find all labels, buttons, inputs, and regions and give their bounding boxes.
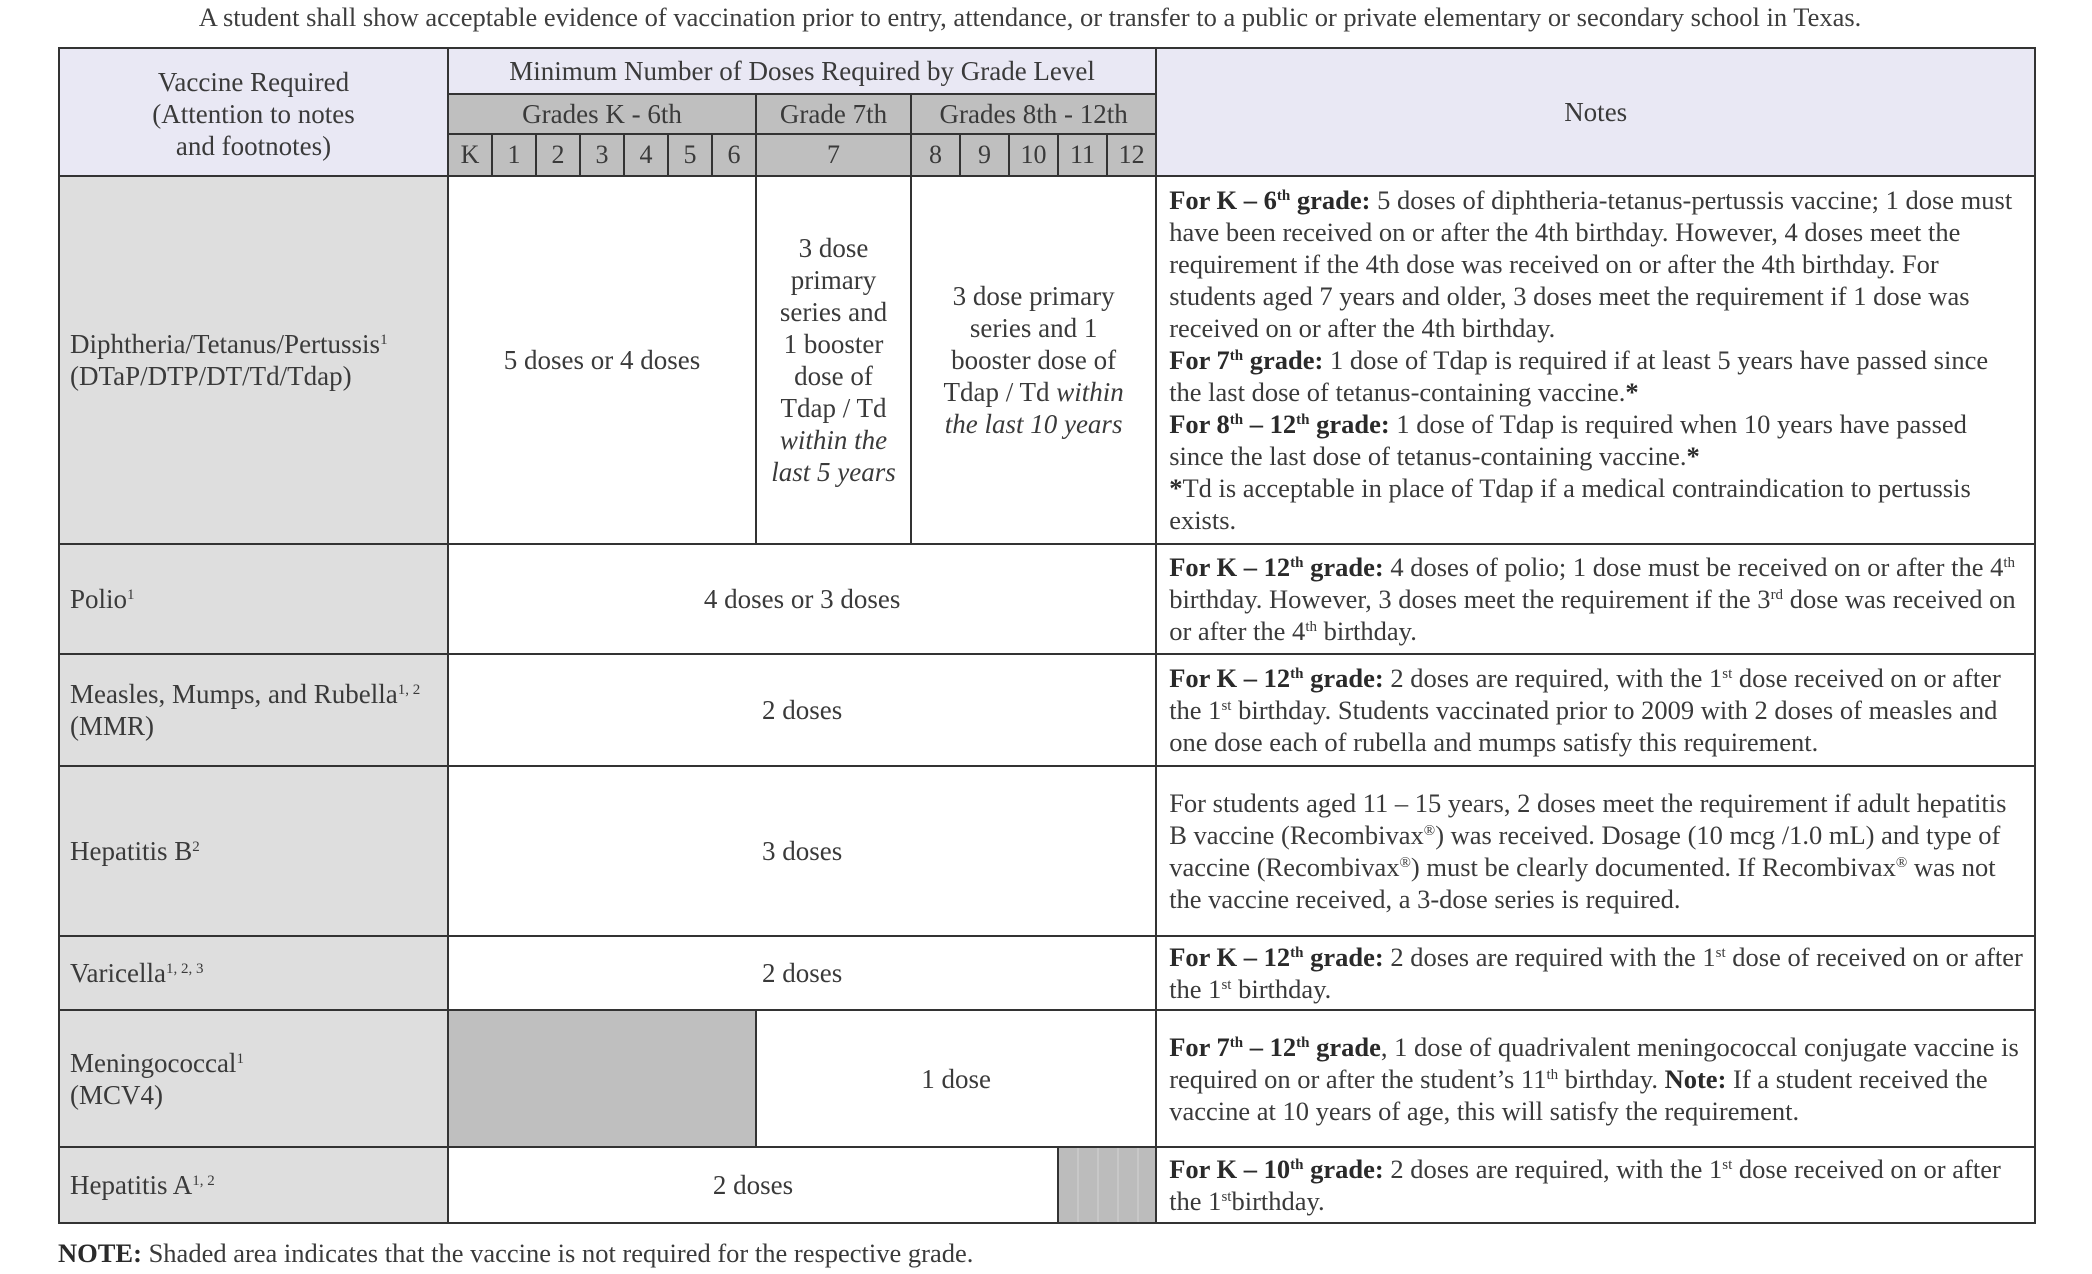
header-grade-7: Grade 7th (756, 94, 911, 134)
footnote-note: NOTE: Shaded area indicates that the vaccine is not required for the respective grade. (58, 1238, 974, 1268)
table-row (59, 1147, 2035, 1223)
doses-varicella: 2 doses (448, 936, 1156, 1010)
header-grades-8-12: Grades 8th - 12th (911, 94, 1156, 134)
header-grades-k-6: Grades K - 6th (448, 94, 756, 134)
header-min-doses: Minimum Number of Doses Required by Grade Level (448, 48, 1156, 94)
notes-varicella: For K – 12th grade: 2 doses are required with the 1st dose of received on or after the 1st birthday. (1156, 936, 2035, 1010)
vaccine-name-polio: Polio$^1$ (59, 544, 448, 654)
notes-hepb: For students aged 11 – 15 years, 2 doses meet the requirement if adult hepatitis B vaccine (Recombivax®) was received. Dosage (10 mcg /1.0 mL) and type of vaccine (Recombivax®) must be clearly documented. If Recombivax® was not the vaccine received, a 3-dose series is required. (1156, 766, 2035, 936)
vaccine-name-varicella: Varicella$^{1, 2, 3}$ (59, 936, 448, 1010)
intro-text: A student shall show acceptable evidence of vaccination prior to entry, attendance, or transfer to a public or private elementary or secondary school in Texas. (198, 2, 1862, 32)
grade-6: 6 (712, 134, 756, 176)
grade-2: 2 (536, 134, 580, 176)
header-notes: Notes (1156, 48, 2035, 176)
notes-dtp: For K – 6th grade: 5 doses of diphtheria-tetanus-pertussis vaccine; 1 dose must have been received on or after the 4th birthday. However, 4 doses meet the requirement if the 4th dose was received on or after the 4th birthday. For students aged 7 years and older, 3 doses meet the requirement if 1 dose was received on or after the 4th birthday. For 7th grade: 1 dose of Tdap is required if at least 5 years have passed since the last dose of tetanus-containing vaccine.* For 8th – 12th grade: 1 dose of Tdap is required when 10 years have passed since the last dose of tetanus-containing vaccine.* *Td is acceptable in place of Tdap if a medical contraindication to pertussis exists. (1156, 176, 2035, 544)
table-row (59, 1010, 2035, 1147)
header-vaccine-required: Vaccine Required (Attention to notes and footnotes) (59, 48, 448, 176)
doses-dtp-g7: 3 dose primary series and 1 booster dose of Tdap / Td within the last 5 years (756, 176, 911, 544)
table-row (59, 654, 2035, 766)
grade-9: 9 (960, 134, 1009, 176)
table-row (59, 936, 2035, 1010)
doses-mmr: 2 doses (448, 654, 1156, 766)
grade-5: 5 (668, 134, 712, 176)
notes-hepa: For K – 10th grade: 2 doses are required, with the 1st dose received on or after the 1stbirthday. (1156, 1147, 2035, 1223)
table-row (59, 544, 2035, 654)
doses-hepb: 3 doses (448, 766, 1156, 936)
table-row (59, 766, 2035, 936)
vaccine-name-hepb: Hepatitis $B^2$ (59, 766, 448, 936)
table-row (59, 176, 2035, 544)
grade-4: 4 (624, 134, 668, 176)
doses-meningococcal: 1 dose (756, 1010, 1156, 1147)
vaccine-name-dtp: Diphtheria/Tetanus/Pertussis$^1$ (DTaP/DTP/DT/Td/Tdap) (59, 176, 448, 544)
vaccine-name-hepa: Hepatitis A$^{1, 2}$ (59, 1147, 448, 1223)
grade-7: 7 (756, 134, 911, 176)
grade-k: K (448, 134, 492, 176)
notes-meningococcal: For 7th – 12th grade, 1 dose of quadrivalent meningococcal conjugate vaccine is required on or after the student’s 11th birthday. Note: If a student received the vaccine at 10 years of age, this will satisfy the requirement. (1156, 1010, 2035, 1147)
shaded-not-required (1058, 1147, 1156, 1223)
vaccine-name-meningococcal: Meningococcal$^1$ (MCV4) (59, 1010, 448, 1147)
grade-3: 3 (580, 134, 624, 176)
notes-polio: For K – 12th grade: 4 doses of polio; 1 dose must be received on or after the 4th birthday. However, 3 doses meet the requirement if the 3rd dose was received on or after the 4th birthday. (1156, 544, 2035, 654)
vaccine-requirements-table (58, 47, 2036, 1224)
vaccine-name-mmr: Measles, Mumps, and Rubella$^{1, 2}$ (MMR) (59, 654, 448, 766)
notes-mmr: For K – 12th grade: 2 doses are required, with the 1st dose received on or after the 1st birthday. Students vaccinated prior to 2009 with 2 doses of measles and one dose each of rubella and mumps satisfy this requirement. (1156, 654, 2035, 766)
doses-polio: 4 doses or 3 doses (448, 544, 1156, 654)
grade-8: 8 (911, 134, 960, 176)
doses-hepa: 2 doses (448, 1147, 1058, 1223)
grade-11: 11 (1058, 134, 1107, 176)
doses-dtp-k6: 5 doses or 4 doses (448, 176, 756, 544)
grade-10: 10 (1009, 134, 1058, 176)
doses-dtp-g812: 3 dose primary series and 1 booster dose of Tdap / Td within the last 10 years (911, 176, 1156, 544)
grade-1: 1 (492, 134, 536, 176)
shaded-not-required (448, 1010, 756, 1147)
grade-12: 12 (1107, 134, 1156, 176)
